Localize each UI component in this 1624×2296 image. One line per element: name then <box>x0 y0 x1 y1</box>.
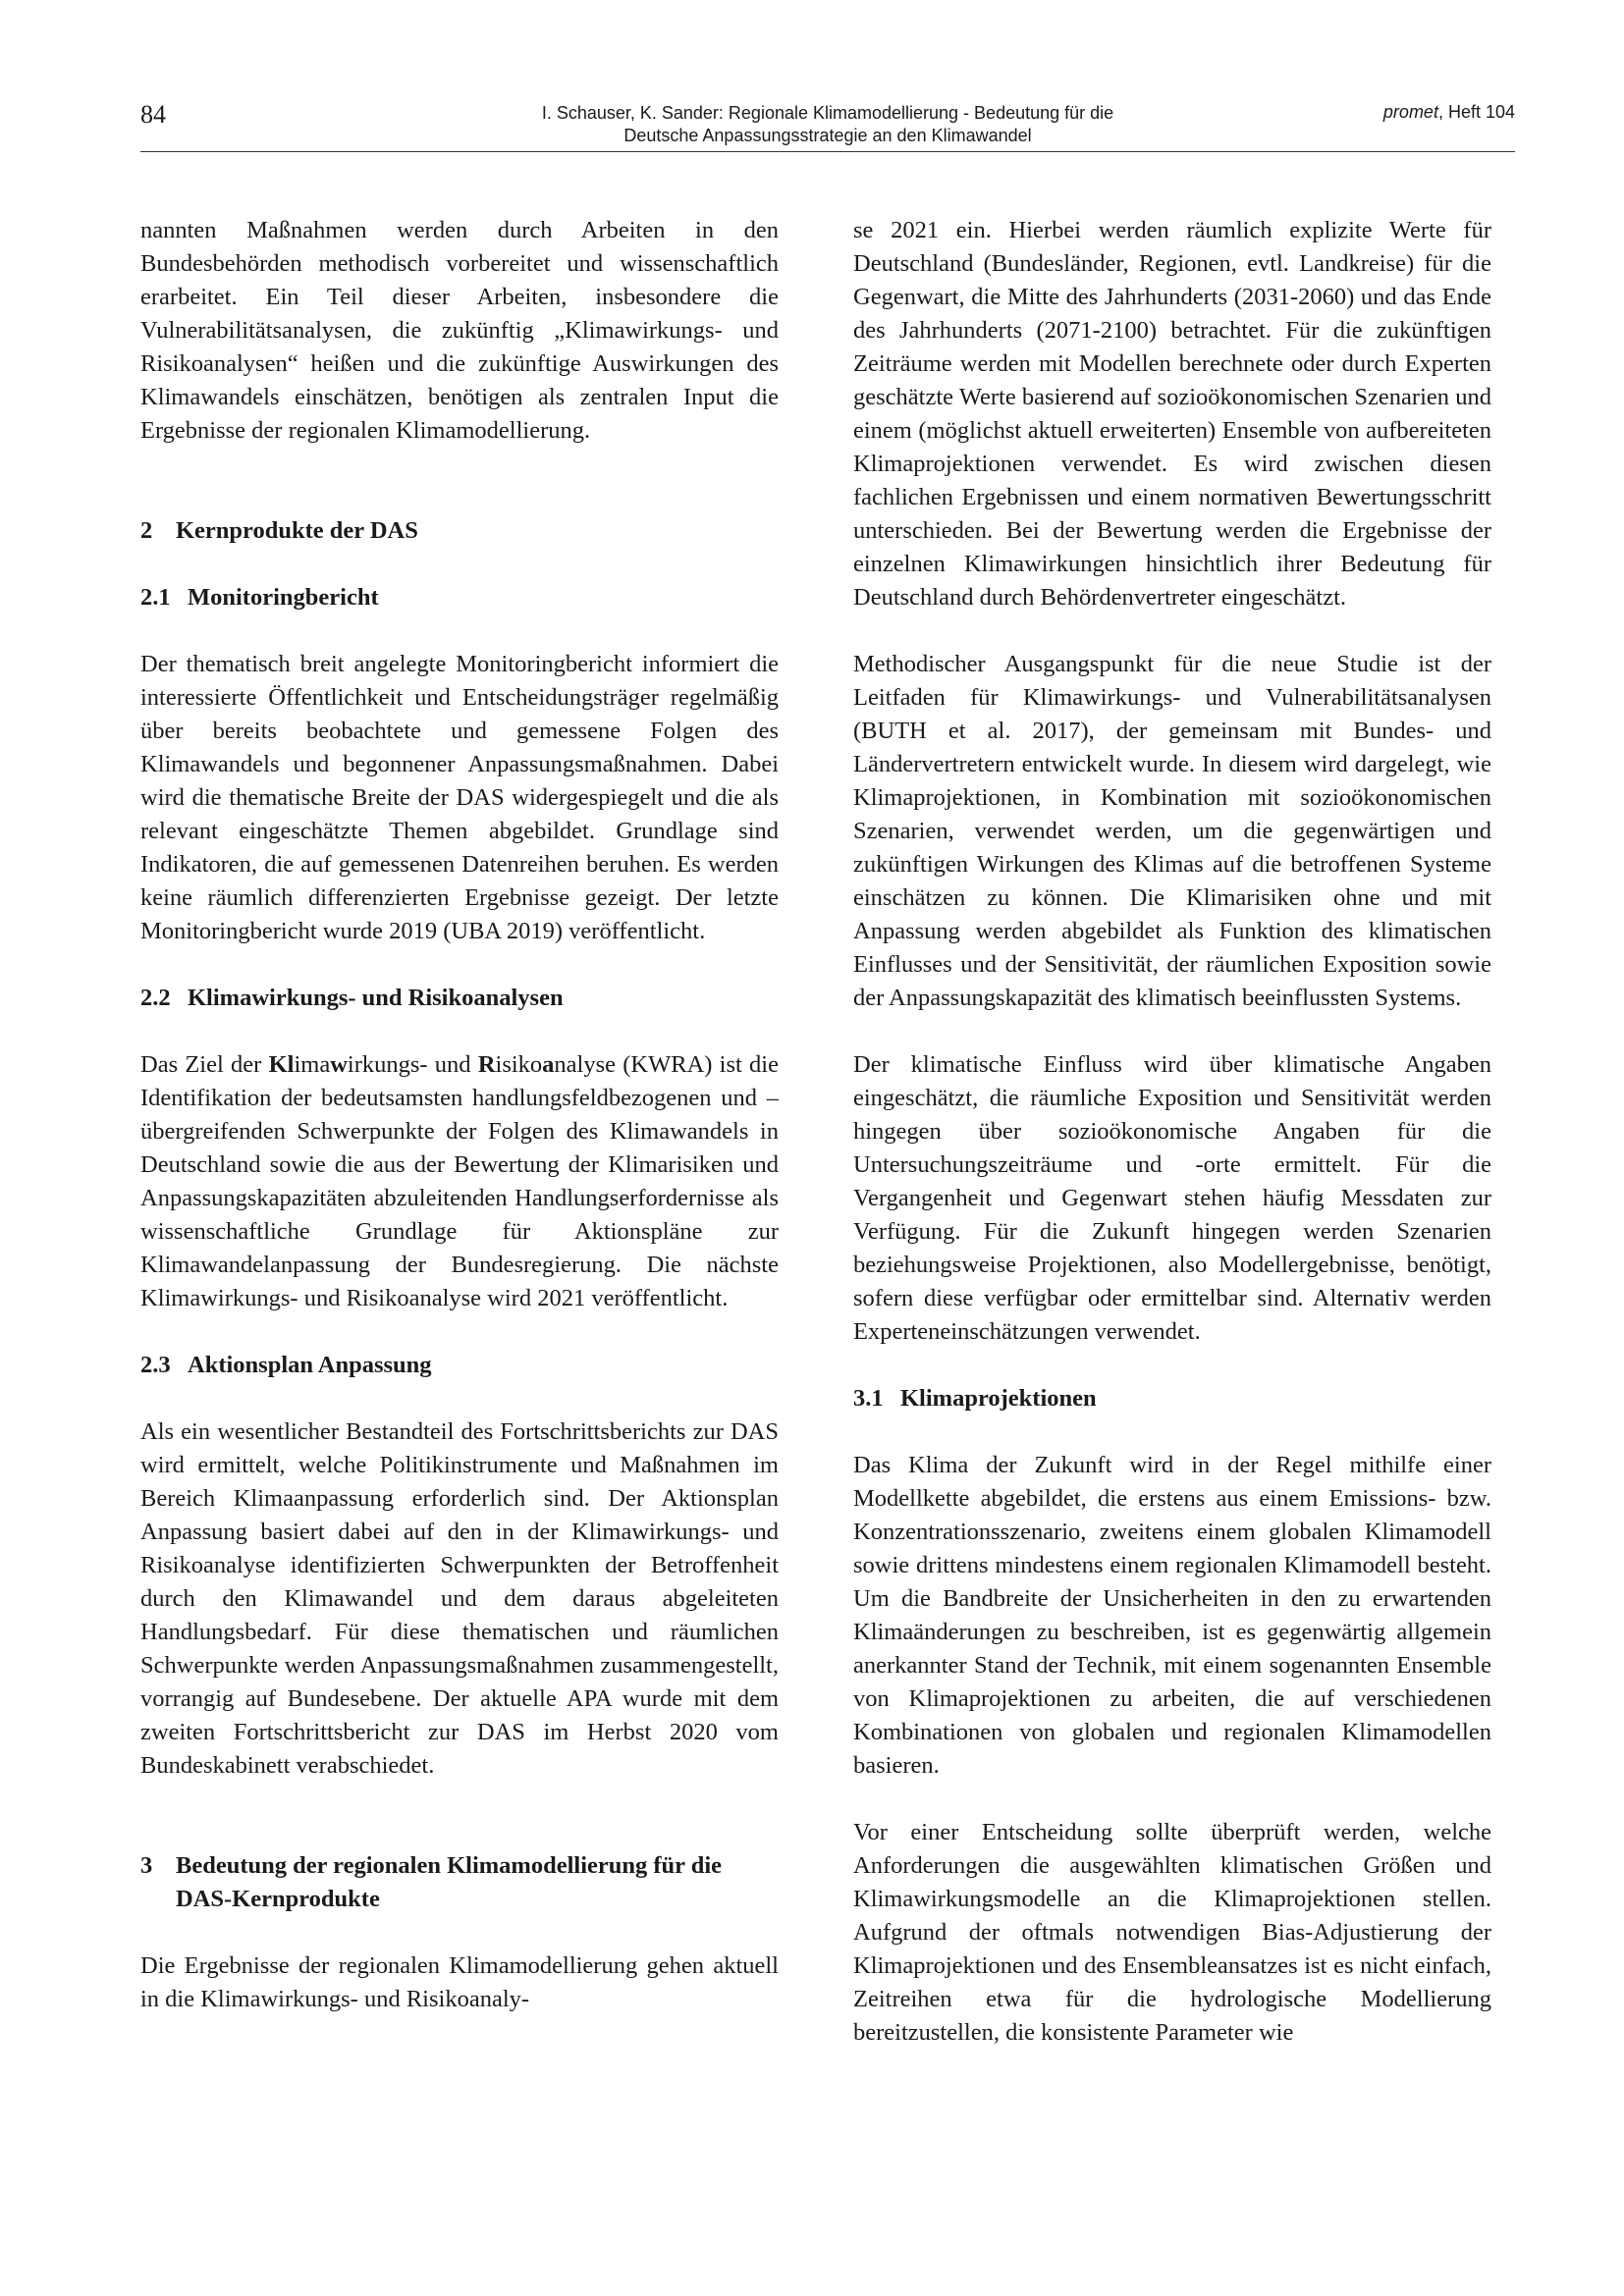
paragraph-section-3: Die Ergebnisse der regionalen Klimamodellierung gehen aktuell in die Klimawirkungs- und Risikoanaly- <box>140 1952 779 2012</box>
section-3-heading <box>140 1849 779 1916</box>
text-run: isiko <box>495 1051 543 1078</box>
journal-issue: , Heft 104 <box>1437 102 1515 122</box>
section-number: 2.1 <box>140 584 171 611</box>
journal-reference <box>1383 102 1515 123</box>
text-run: nalyse (KWRA) ist die Identifikation der bedeutsamsten handlungsfeldbezogenen und –übergreifenden Schwerpunkte der Folgen des Klimawandels in Deutschland sowie die aus der Bewertung der Klimarisiken und Anpassungskapazitäten abzuleitenden Handlungserfordernisse als wissenschaftliche Grundlage für Aktionspläne zur Klimawandelanpassung der Bundesregierung. Die nächste Klimawirkungs- und Risikoanalyse wird 2021 veröffentlicht. <box>140 1051 779 1311</box>
paragraph-monitoring: Der thematisch breit angelegte Monitoringbericht informiert die interessierte Öffentlichkeit und Entscheidungsträger regelmäßig über bereits beobachtete und gemessene Folgen des Klimawandels und begonnener Anpassungsmaßnahmen. Dabei wird die thematische Breite der DAS widergespiegelt und die als relevant eingeschätzte Themen abgebildet. Grundlage sind Indikatoren, die auf gemessenen Datenreihen beruhen. Es werden keine räumlich differenzierten Ergebnisse gezeigt. Der letzte Monitoringbericht wurde 2019 (UBA 2019) veröffentlicht. <box>140 651 779 944</box>
bold-letters: w <box>330 1051 348 1078</box>
section-title: Bedeutung der regionalen Klimamodellierung für die DAS-Kernprodukte <box>176 1852 723 1912</box>
section-2-2-heading <box>140 982 779 1015</box>
paragraph-leitfaden: Methodischer Ausgangspunkt für die neue Studie ist der Leitfaden für Klimawirkungs- und Vulnerabilitätsanalysen (BUTH et al. 2017), der gemeinsam mit Bundes- und Ländervertretern entwickelt wurde. In diesem wird dargelegt, wie Klimaprojektionen, in Kombination mit sozioökonomischen Szenarien, verwendet werden, um die gegenwärtigen und zukünftigen Wirkungen des Klimas auf die betroffenen Systeme einschätzen zu können. Die Klimarisiken ohne und mit Anpassung werden abgebildet als Funktion des klimatischen Einflusses und der Sensitivität, der räumlichen Exposition sowie der Anpassungskapazität des klimatisch beeinflussten Systems. <box>853 651 1491 1011</box>
bold-letters: R <box>477 1051 496 1078</box>
section-number: 2 <box>140 517 153 544</box>
running-title-line-1: I. Schauser, K. Sander: Regionale Klimamodellierung - Bedeutung für die <box>541 103 1114 123</box>
paragraph-kwra <box>140 1048 779 1315</box>
section-number: 3 <box>140 1852 153 1879</box>
section-title: Kernprodukte der DAS <box>176 517 418 544</box>
paragraph-intro: nannten Maßnahmen werden durch Arbeiten in den Bundesbehörden methodisch vorbereitet und wissenschaftlich erarbeitet. Ein Teil dieser Arbeiten, insbesondere die Vulnerabilitätsanalysen, die zukünftig „Klimawirkungs- und Risikoanalysen“ heißen und die zukünftige Auswirkungen des Klimawandels einschätzen, benötigen als zentralen Input die Ergebnisse der regionalen Klimamodellierung. <box>140 217 779 444</box>
section-title: Klimaprojektionen <box>900 1385 1097 1412</box>
section-2-3-heading <box>140 1349 779 1382</box>
right-column <box>853 214 1491 2050</box>
journal-name: promet <box>1382 102 1438 122</box>
paragraph-klimaprojektionen: Das Klima der Zukunft wird in der Regel mithilfe einer Modellkette abgebildet, die erstens aus einem Emissions- bzw. Konzentrationsszenario, zweitens einem globalen Klimamodell sowie drittens mindestens einem regionalen Klimamodell besteht. Um die Bandbreite der Unsicherheiten in den zu erwartenden Klimaänderungen zu beschreiben, ist es gegenwärtig allgemein anerkannter Stand der Technik, mit einem sogenannten Ensemble von Klimaprojektionen zu arbeiten, die auf verschiedenen Kombinationen von globalen und regionalen Klimamodellen basieren. <box>853 1452 1491 1779</box>
running-title-line-2: Deutsche Anpassungsstrategie an den Klimawandel <box>623 126 1032 145</box>
section-number: 2.2 <box>140 985 171 1011</box>
text-run: ima <box>294 1051 331 1078</box>
header-rule <box>140 151 1515 152</box>
running-title <box>298 102 1358 147</box>
text-run: Das Ziel der <box>140 1051 269 1078</box>
section-2-1-heading <box>140 581 779 614</box>
section-title: Aktionsplan Anpassung <box>188 1352 432 1378</box>
left-column <box>140 214 779 2016</box>
section-number: 3.1 <box>853 1385 884 1412</box>
section-number: 2.3 <box>140 1352 171 1378</box>
section-3-1-heading <box>853 1382 1491 1415</box>
paragraph-aktionsplan: Als ein wesentlicher Bestandteil des Fortschrittsberichts zur DAS wird ermittelt, welche Politikinstrumente und Maßnahmen im Bereich Klimaanpassung erforderlich sind. Der Aktionsplan Anpassung basiert dabei auf den in der Klimawirkungs- und Risikoanalyse identifizierten Schwerpunkten der Betroffenheit durch den Klimawandel und dem daraus abgeleiteten Handlungsbedarf. Für diese thematischen und räumlichen Schwerpunkte werden Anpassungsmaßnahmen zusammengestellt, vorrangig auf Bundesebene. Der aktuelle APA wurde mit dem zweiten Fortschrittsbericht zur DAS im Herbst 2020 vom Bundeskabinett verabschiedet. <box>140 1418 779 1779</box>
paragraph-continuation: se 2021 ein. Hierbei werden räumlich explizite Werte für Deutschland (Bundesländer, Regionen, evtl. Landkreise) für die Gegenwart, die Mitte des Jahrhunderts (2031-2060) und das Ende des Jahrhunderts (2071-2100) betrachtet. Für die zukünftigen Zeiträume werden mit Modellen berechnete oder durch Experten geschätzte Werte basierend auf sozioökonomischen Szenarien und einem (möglichst aktuell erweiterten) Ensemble von aufbereiteten Klimaprojektionen verwendet. Es wird zwischen diesen fachlichen Ergebnissen und einem normativen Bewertungsschritt unterschieden. Bei der Bewertung werden die Ergebnisse der einzelnen Klimawirkungen hinsichtlich ihrer Bedeutung für Deutschland durch Behördenvertreter eingeschätzt. <box>853 217 1491 611</box>
page-number: 84 <box>140 100 166 129</box>
paragraph-einfluss: Der klimatische Einfluss wird über klimatische Angaben eingeschätzt, die räumliche Exposition und Sensitivität werden hingegen über sozioökonomische Angaben für die Untersuchungszeiträume und -orte ermittelt. Für die Vergangenheit und Gegenwart stehen häufig Messdaten zur Verfügung. Für die Zukunft hingegen werden Szenarien beziehungsweise Projektionen, also Modellergebnisse, benötigt, sofern diese verfügbar oder ermittelbar sind. Alternativ werden Experteneinschätzungen verwendet. <box>853 1051 1491 1345</box>
bold-letters: a <box>542 1051 555 1078</box>
bold-letters: Kl <box>268 1051 295 1078</box>
paragraph-entscheidung: Vor einer Entscheidung sollte überprüft werden, welche Anforderungen die ausgewählten klimatischen Größen und Klimawirkungsmodelle an die Klimaprojektionen stellen. Aufgrund der oftmals notwendigen Bias-Adjustierung der Klimaprojektionen und des Ensembleansatzes ist es nicht einfach, Zeitreihen etwa für die hydrologische Modellierung bereitzustellen, die konsistente Parameter wie <box>853 1819 1491 2046</box>
section-title: Monitoringbericht <box>188 584 379 611</box>
text-run: irkungs- und <box>347 1051 478 1078</box>
page-header <box>140 98 1515 157</box>
section-title: Klimawirkungs- und Risikoanalysen <box>188 985 564 1011</box>
section-2-heading <box>140 514 779 548</box>
